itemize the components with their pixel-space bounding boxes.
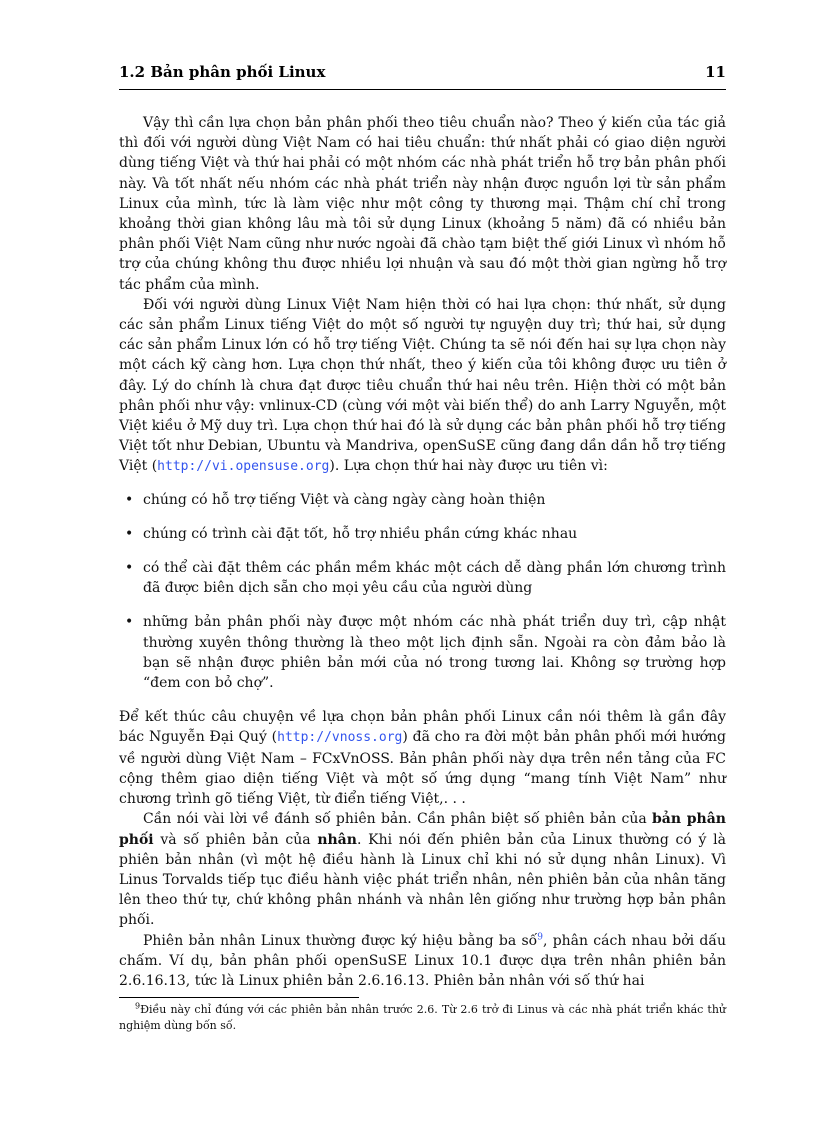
paragraph-3-text-a: Để kết thúc câu chuyện về lựa chọn bản phân phối Linux cần nói thêm là gần đây bác Nguyễn Đại Quý (: [119, 709, 726, 746]
footnote-mark: 9: [135, 1001, 141, 1011]
bold-term-distribution: bản phân phối: [119, 811, 726, 848]
bullet-icon: •: [125, 525, 134, 542]
body-text: [119, 113, 726, 991]
bold-term-kernel: nhân: [317, 831, 357, 848]
paragraph-5-text-b: , phân cách nhau bởi dấu chấm. Ví dụ, bản phân phối openSuSE Linux 10.1 được dựa trên nhân phiên bản 2.6.16.13, tức là Linux phiên bản 2.6.16.13. Phiên bản nhân với số thứ hai: [119, 932, 726, 989]
footnote-text: Điều này chỉ đúng với các phiên bản nhân trước 2.6. Từ 2.6 trở đi Linus và các nhà phát triển khác thử nghiệm dùng bốn số.: [119, 1003, 726, 1032]
header-rule: [119, 89, 726, 90]
section-title: 1.2 Bản phân phối Linux: [119, 63, 326, 81]
footnote-reference[interactable]: 9: [537, 931, 543, 942]
footnote-rule: [119, 997, 359, 998]
paragraph-2-text-b: ). Lựa chọn thứ hai này được ưu tiên vì:: [329, 458, 608, 475]
page-number: 11: [705, 63, 726, 81]
paragraph-1: Vậy thì cần lựa chọn bản phân phối theo tiêu chuẩn nào? Theo ý kiến của tác giả thì đối với người dùng Việt Nam có hai tiêu chuẩn: thứ nhất phải có giao diện người dùng tiếng Việt và thứ hai phải có một nhóm các nhà phát triển hỗ trợ bản phân phối này. Và tốt nhất nếu nhóm các nhà phát triển này nhận được nguồn lợi từ sản phẩm Linux của mình, tức là làm việc như một công ty thương mại. Thậm chí chỉ trong khoảng thời gian không lâu mà tôi sử dụng Linux (khoảng 5 năm) đã có nhiều bản phân phối Việt Nam cũng như nước ngoài đã chào tạm biệt thế giới Linux vì nhóm hỗ trợ của chúng không thu được nhiều lợi nhuận và sau đó một thời gian ngừng hỗ trợ tác phẩm của mình.: [119, 115, 726, 293]
list-item: [119, 558, 726, 598]
paragraph-4-text-c: . Khi nói đến phiên bản của Linux thường có ý là phiên bản nhân (vì một hệ điều hành là Linux chỉ khi nó sử dụng nhân Linux). Vì Linus Torvalds tiếp tục điều hành việc phát triển nhân, nên phiên bản của nhân tăng lên theo thứ tự, chứ không phân nhánh và nhân lên giống như trường hợp bản phân phối.: [119, 831, 726, 929]
opensuse-link[interactable]: http://vi.opensuse.org: [157, 459, 330, 475]
paragraph-3-text-b: ) đã cho ra đời một bản phân phối mới hướng về người dùng Việt Nam – FCxVnOSS. Bản phân phối này dựa trên nền tảng của FC cộng thêm giao diện tiếng Việt và một số ứng dụng “mang tính Việt Nam” như chương trình gõ tiếng Việt, từ điển tiếng Việt,. . .: [119, 729, 726, 808]
paragraph-3: [119, 707, 726, 809]
list-item-text: chúng có trình cài đặt tốt, hỗ trợ nhiều phần cứng khác nhau: [143, 525, 578, 542]
list-item-text: có thể cài đặt thêm các phần mềm khác một cách dễ dàng phần lớn chương trình đã được biên dịch sẵn cho mọi yêu cầu của người dùng: [143, 560, 726, 597]
list-item: [119, 612, 726, 693]
paragraph-5-text-a: Phiên bản nhân Linux thường được ký hiệu bằng ba số: [143, 932, 538, 949]
paragraph-5: [119, 931, 726, 992]
paragraph-2-text-a: Đối với người dùng Linux Việt Nam hiện thời có hai lựa chọn: thứ nhất, sử dụng các sản phẩm Linux tiếng Việt do một số người tự nguyện duy trì; thứ hai, sử dụng các sản phẩm Linux lớn có hỗ trợ tiếng Việt. Chúng ta sẽ nói đến hai sự lựa chọn này một cách kỹ càng hơn. Lựa chọn thứ nhất, theo ý kiến của tôi không được ưu tiên ở đây. Lý do chính là chưa đạt được tiêu chuẩn thứ hai nêu trên. Hiện thời có một bản phân phối như vậy: vnlinux-CD (cùng với một vài biến thể) do anh Larry Nguyễn, một Việt kiều ở Mỹ duy trì. Lựa chọn thứ hai đó là sử dụng các bản phân phối hỗ trợ tiếng Việt tốt như Debian, Ubuntu và Mandriva, openSuSE cũng đang dần dần hỗ trợ tiếng Việt (: [119, 296, 726, 475]
paragraph-2: [119, 295, 726, 478]
bullet-list: [119, 490, 726, 694]
bullet-icon: •: [125, 614, 134, 631]
list-item: [119, 490, 726, 510]
bullet-icon: •: [125, 491, 134, 508]
list-item: [119, 524, 726, 544]
bullet-icon: •: [125, 560, 134, 577]
paragraph-4: [119, 809, 726, 930]
vnoss-link[interactable]: http://vnoss.org: [277, 730, 403, 746]
paragraph-4-text-b: và số phiên bản của: [153, 831, 318, 848]
footnote: [119, 1002, 726, 1034]
list-item-text: chúng có hỗ trợ tiếng Việt và càng ngày càng hoàn thiện: [143, 491, 546, 508]
list-item-text: những bản phân phối này được một nhóm các nhà phát triển duy trì, cập nhật thường xuyên thông thường là theo một lịch định sẵn. Ngoài ra còn đảm bảo là bạn sẽ nhận được phiên bản mới của nó trong tương lai. Không sợ trường hợp “đem con bỏ chợ”.: [143, 614, 726, 692]
paragraph-4-text-a: Cần nói vài lời về đánh số phiên bản. Cần phân biệt số phiên bản của: [143, 811, 653, 828]
